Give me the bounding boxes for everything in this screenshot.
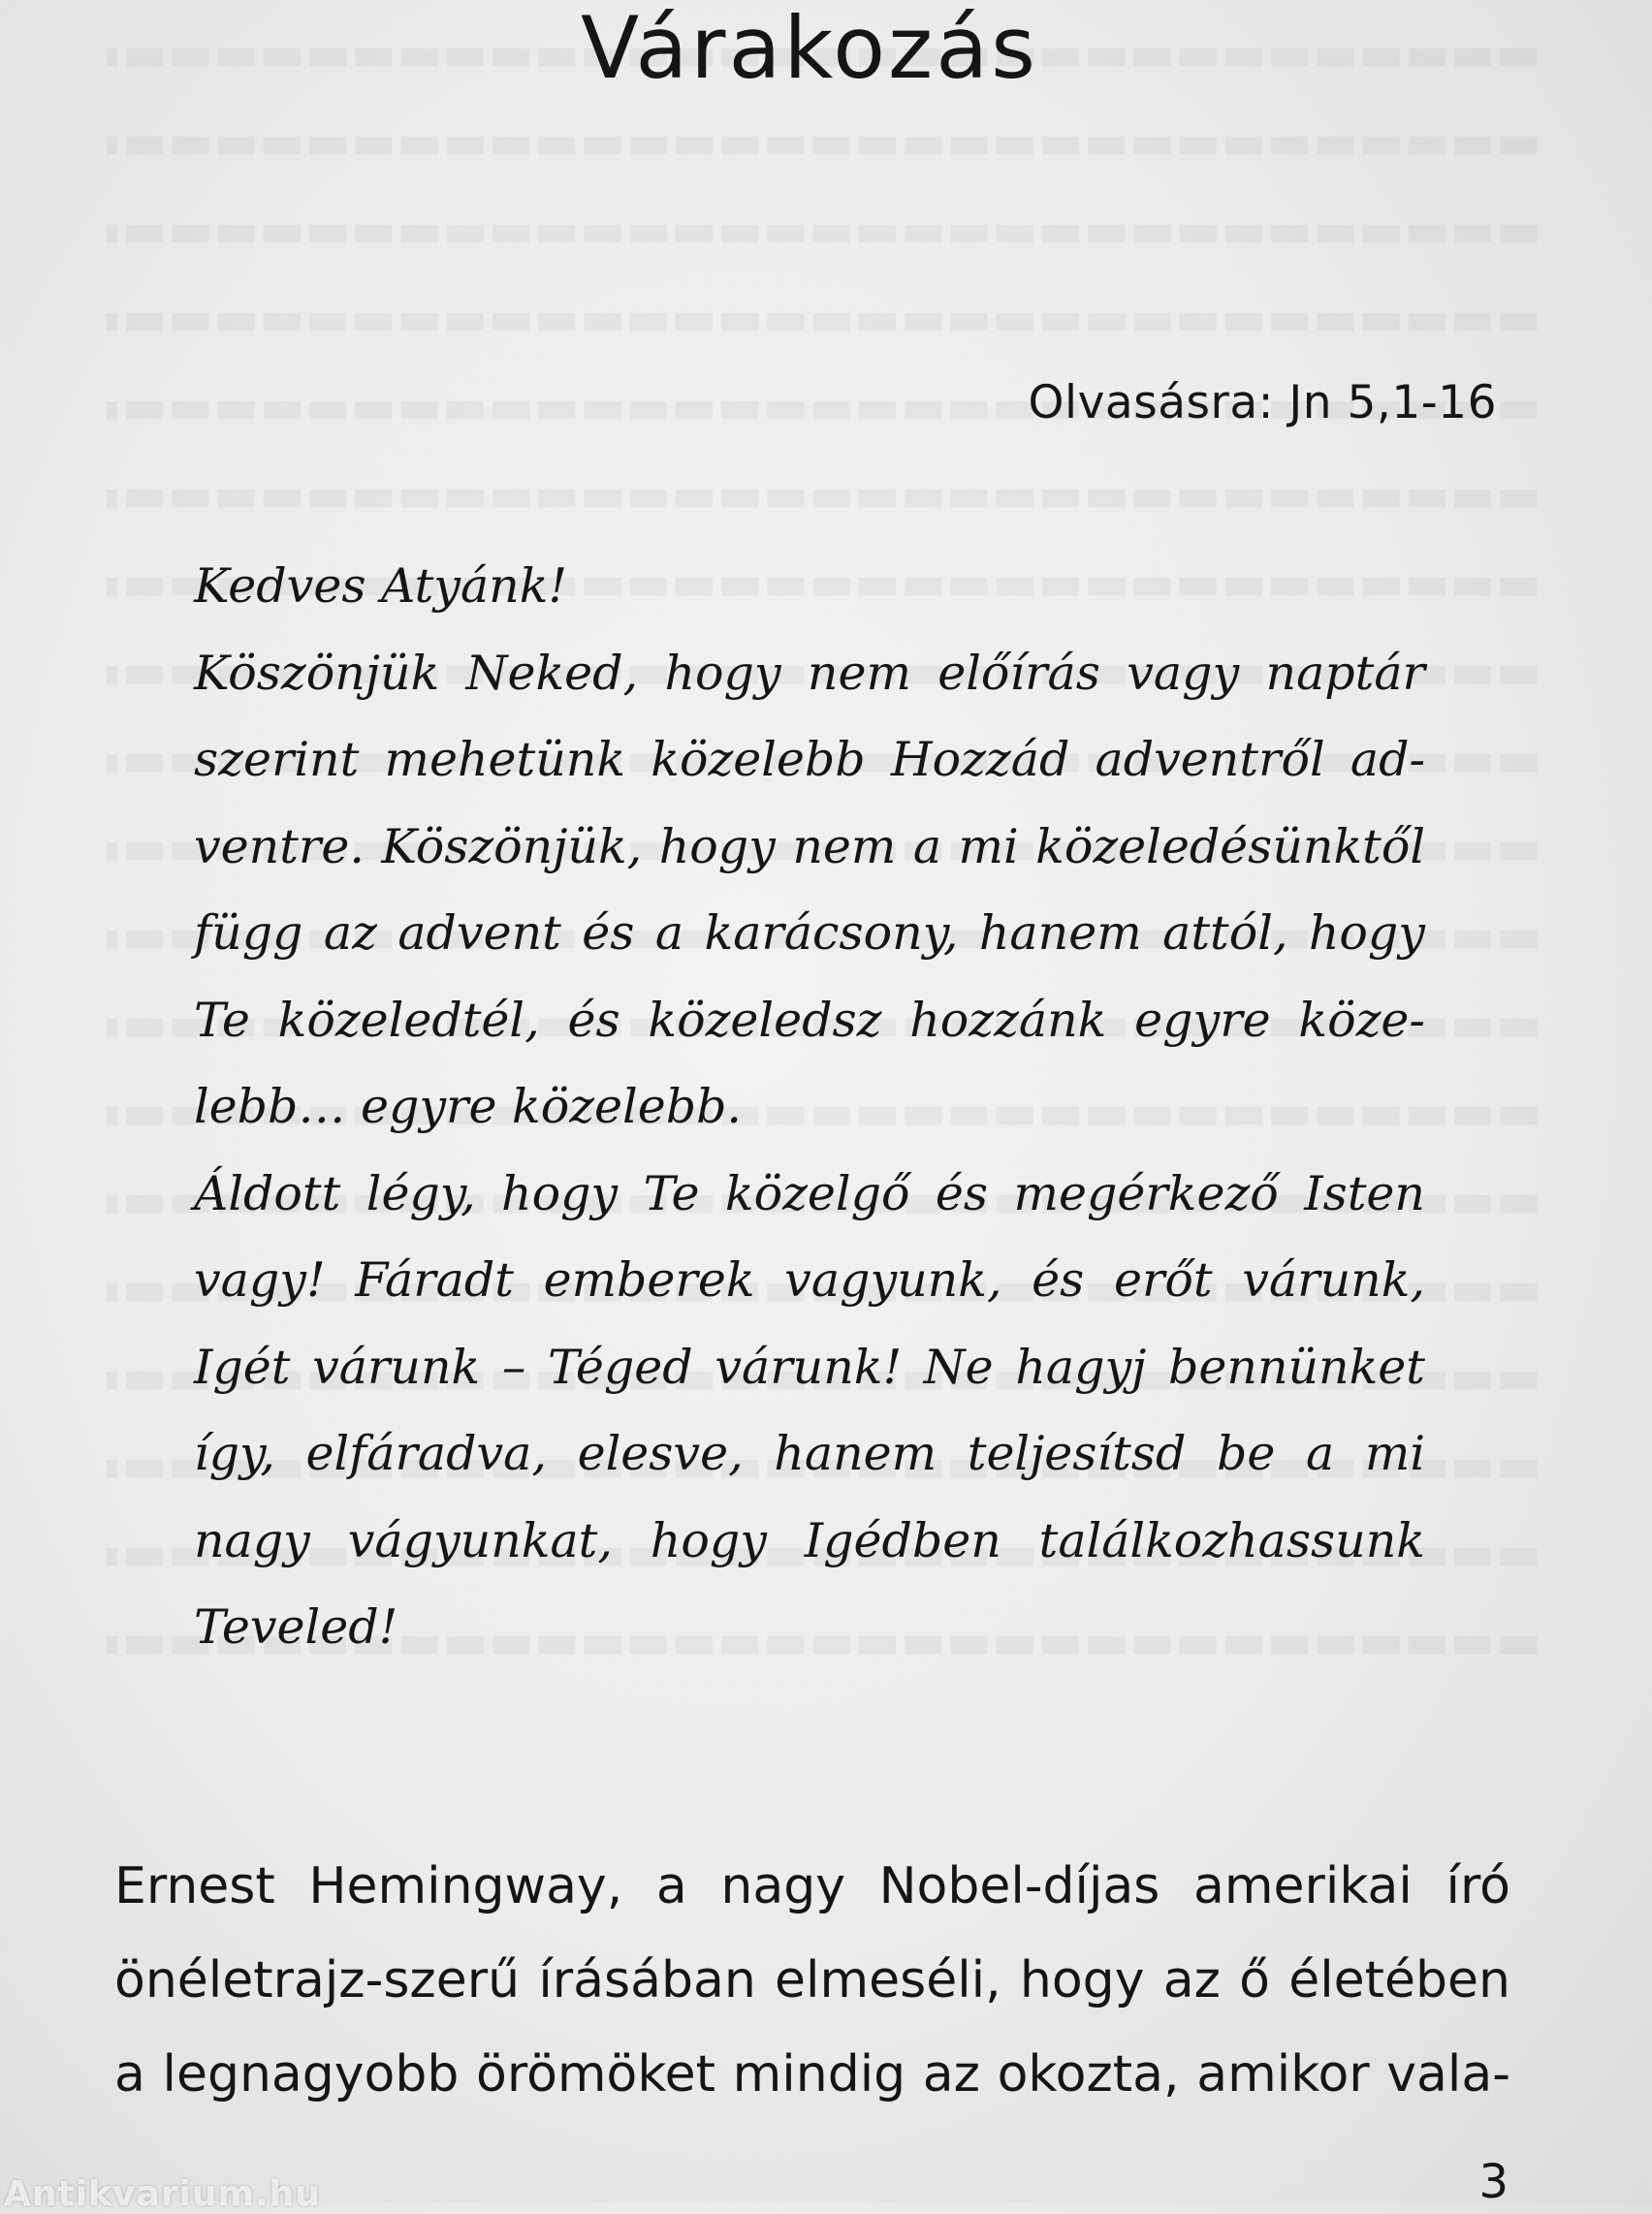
prayer-line: Áldott légy, hogy Te közelgő és megérkező Isten — [194, 1165, 1425, 1221]
body-line: a legnagyobb örömöket mindig az okozta, amikor vala- — [114, 2045, 1510, 2103]
chapter-title: Várakozás — [580, 0, 1039, 98]
prayer-line: Te közeledtél, és közeledsz hozzánk egyre köze- — [194, 992, 1425, 1048]
body-line: önéletrajz-szerű írásában elmeséli, hogy az ő életében — [114, 1951, 1510, 2009]
prayer-line: szerint mehetünk közelebb Hozzád adventről ad- — [194, 732, 1425, 787]
watermark: Antikvarium.hu — [4, 2174, 321, 2214]
reading-reference: Olvasásra: Jn 5,1-16 — [1028, 376, 1497, 429]
prayer-line: így, elfáradva, elesve, hanem teljesítsd be a mi — [194, 1426, 1425, 1481]
prayer-line: vagy! Fáradt emberek vagyunk, és erőt várunk, — [194, 1252, 1425, 1308]
page-number: 3 — [1478, 2155, 1509, 2209]
prayer-line: Igét várunk – Téged várunk! Ne hagyj bennünket — [194, 1339, 1425, 1395]
prayer-line: ventre. Köszönjük, hogy nem a mi közeledésünktől — [194, 818, 1425, 874]
prayer-line: függ az advent és a karácsony, hanem attól, hogy — [194, 905, 1425, 961]
prayer-line: lebb… egyre közelebb. — [194, 1079, 743, 1134]
prayer-line: Teveled! — [194, 1599, 398, 1655]
prayer-line: Kedves Atyánk! — [194, 558, 568, 614]
body-paragraph — [114, 1840, 1510, 2122]
prayer-line: Köszönjük Neked, hogy nem előírás vagy naptár — [194, 645, 1425, 701]
prayer-block — [194, 543, 1425, 1671]
body-line: Ernest Hemingway, a nagy Nobel-díjas amerikai író — [114, 1857, 1510, 1915]
prayer-line: nagy vágyunkat, hogy Igédben találkozhassunk — [194, 1512, 1425, 1568]
